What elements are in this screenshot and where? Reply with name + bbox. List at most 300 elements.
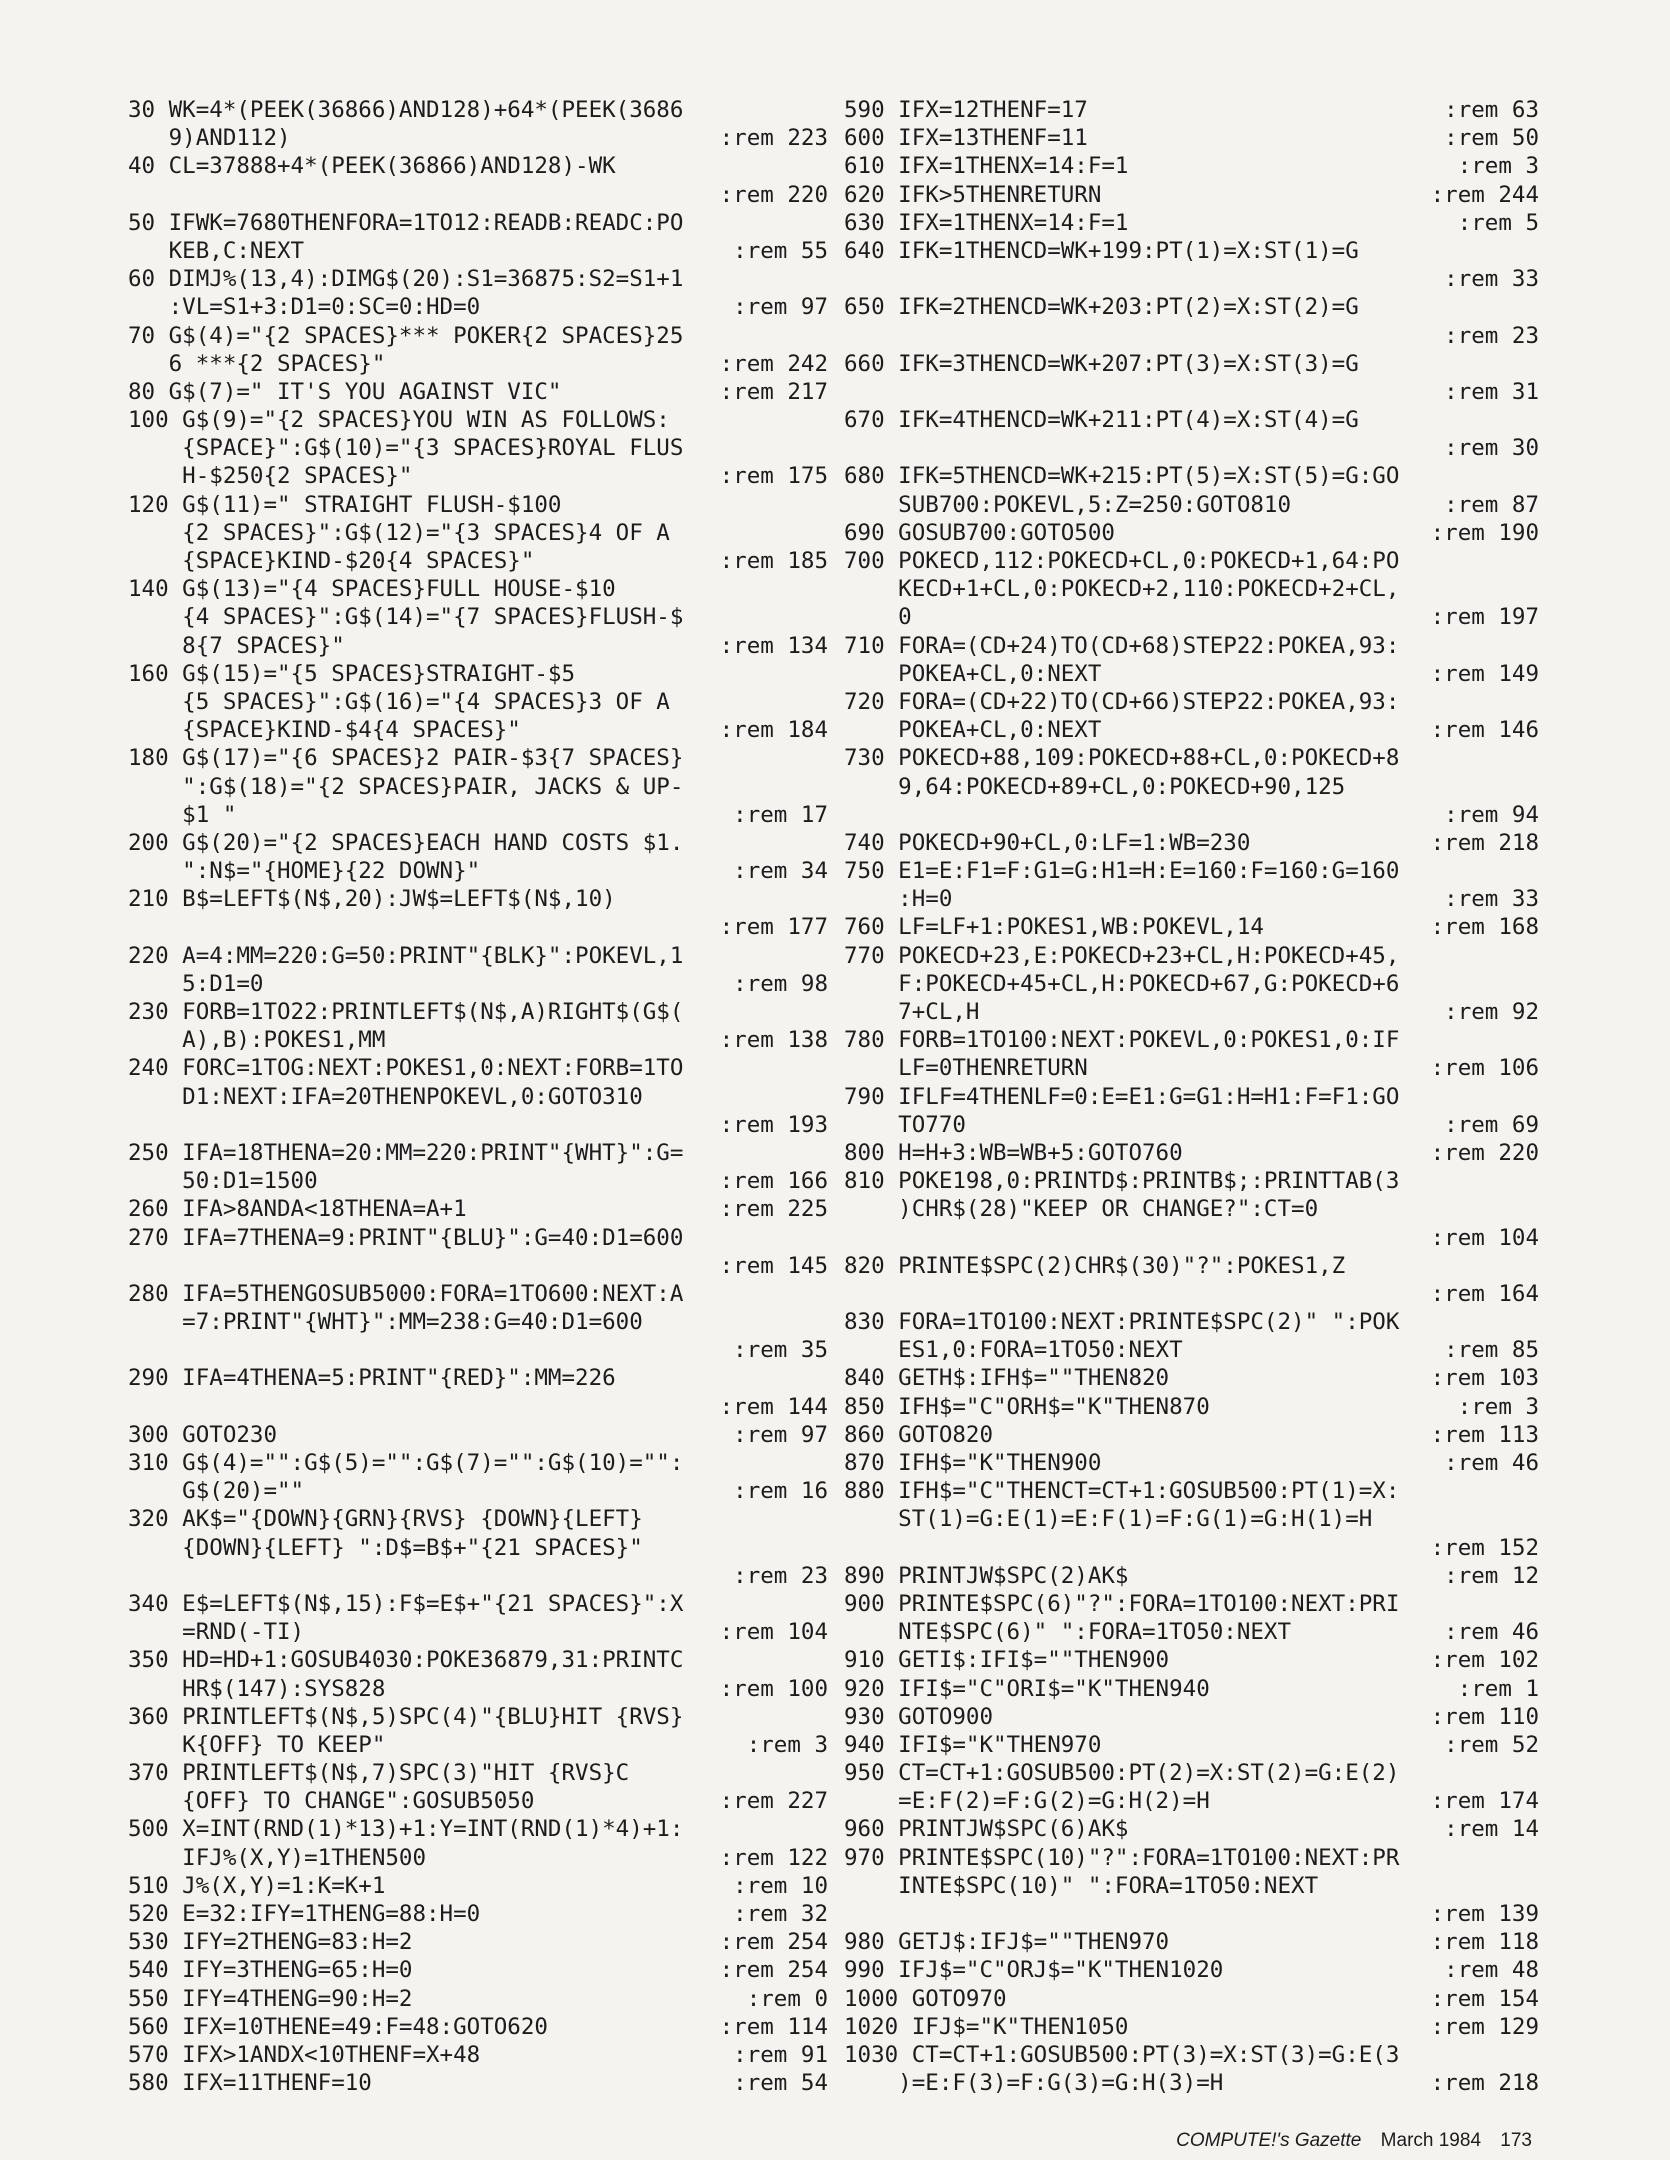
code-text: ":G$(18)="{2 SPACES}PAIR, JACKS & UP- [128,773,684,800]
listing-line [128,2069,828,2097]
code-text: 530 IFY=2THENG=83:H=2 [128,1929,413,1956]
code-text: POKEA+CL,0:NEXT [844,660,1102,687]
listing-line [844,773,1539,801]
listing-line [844,1928,1539,1956]
listing-line [128,96,828,124]
listing-line [844,1787,1539,1815]
listing-line [844,350,1539,378]
checksum-rem: :rem 197 [1430,604,1539,631]
checksum-rem: :rem 31 [1444,378,1539,405]
code-text: 870 IFH$="K"THEN900 [844,1450,1102,1476]
code-text: 500 X=INT(RND(1)*13)+1:Y=INT(RND(1)*4)+1: [128,1816,684,1843]
listing-line [844,1167,1539,1195]
listing-line [128,1534,828,1562]
checksum-rem: :rem 244 [1430,181,1539,208]
checksum-rem: :rem 218 [1430,829,1539,856]
code-text: 570 IFX>1ANDX<10THENF=X+48 [128,2041,481,2068]
checksum-rem: :rem 69 [1444,1111,1539,1138]
code-text: 350 HD=HD+1:GOSUB4030:POKE36879,31:PRINTC [128,1647,684,1674]
listing-line [128,1054,828,1082]
checksum-rem: :rem 106 [1430,1055,1539,1082]
checksum-rem: :rem 217 [719,378,828,405]
code-text: 840 GETH$:IFH$=""THEN820 [844,1365,1170,1392]
listing-line [844,913,1539,941]
code-text: =RND(-TI) [128,1619,305,1646]
checksum-rem: :rem 254 [719,1929,828,1956]
code-text: 810 POKE198,0:PRINTD$:PRINTB$;:PRINTTAB(3 [844,1168,1400,1195]
listing-line [128,773,828,801]
listing-line [844,1900,1539,1928]
code-text: 620 IFK>5THENRETURN [844,181,1102,208]
code-text: 160 G$(15)="{5 SPACES}STRAIGHT-$5 [128,660,576,687]
checksum-rem: :rem 63 [1444,97,1539,123]
listing-column-right [844,96,1539,2097]
code-text: 560 IFX=10THENE=49:F=48:GOTO620 [128,2013,548,2040]
code-text: 340 E$=LEFT$(N$,15):F$=E$+"{21 SPACES}":X [128,1590,684,1617]
code-text: ":N$="{HOME}{22 DOWN}" [128,858,481,885]
code-text: 930 GOTO900 [844,1703,994,1730]
code-text: 790 IFLF=4THENLF=0:E=E1:G=G1:H=H1:F=F1:GO [844,1083,1400,1110]
checksum-rem: :rem 144 [719,1393,828,1420]
listing-line [844,1252,1539,1280]
checksum-rem: :rem 50 [1444,125,1539,152]
code-text: 5:D1=0 [128,970,264,997]
listing-line [128,434,828,462]
code-text: 40 CL=37888+4*(PEEK(36866)AND128)-WK [128,153,616,180]
code-text: LF=0THENRETURN [844,1055,1088,1082]
listing-line [844,1618,1539,1646]
listing-line [844,1505,1539,1533]
listing-line [128,913,828,941]
listing-line [844,857,1539,885]
code-text: 270 IFA=7THENA=9:PRINT"{BLU}":G=40:D1=600 [128,1224,684,1251]
code-text: 820 PRINTE$SPC(2)CHR$(30)"?":POKES1,Z [844,1252,1346,1279]
checksum-rem: :rem 114 [719,2013,828,2040]
checksum-rem: :rem 35 [733,1337,828,1364]
code-text: 960 PRINTJW$SPC(6)AK$ [844,1816,1129,1843]
listing-line [128,1421,828,1449]
listing-line [128,1590,828,1618]
listing-line [128,1872,828,1900]
listing-line [844,1759,1539,1787]
listing-line [844,1393,1539,1421]
code-text: 7+CL,H [844,999,980,1025]
listing-line [128,1900,828,1928]
checksum-rem: :rem 149 [1430,660,1539,687]
code-text: =E:F(2)=F:G(2)=G:H(2)=H [844,1788,1210,1815]
listing-line [128,1759,828,1787]
code-text: 900 PRINTE$SPC(6)"?":FORA=1TO100:NEXT:PRI [844,1590,1400,1617]
listing-line [844,237,1539,265]
listing-line [844,603,1539,631]
listing-line [844,322,1539,350]
listing-line [844,1844,1539,1872]
code-text: {SPACE}KIND-$20{4 SPACES}" [128,548,535,574]
code-text: POKEA+CL,0:NEXT [844,717,1102,744]
checksum-rem: :rem 220 [719,181,828,208]
code-text: 370 PRINTLEFT$(N$,7)SPC(3)"HIT {RVS}C [128,1760,630,1787]
code-text: ES1,0:FORA=1TO50:NEXT [844,1337,1183,1364]
listing-line [128,857,828,885]
listing-line [128,1083,828,1111]
code-text: 550 IFY=4THENG=90:H=2 [128,1985,413,2012]
code-text: 640 IFK=1THENCD=WK+199:PT(1)=X:ST(1)=G [844,237,1359,264]
code-text: 60 DIMJ%(13,4):DIMG$(20):S1=36875:S2=S1+1 [128,266,684,293]
checksum-rem: :rem 0 [746,1985,828,2012]
code-text: D1:NEXT:IFA=20THENPOKEVL,0:GOTO310 [128,1083,643,1110]
checksum-rem: :rem 102 [1430,1647,1539,1674]
checksum-rem: :rem 33 [1444,886,1539,913]
checksum-rem: :rem 154 [1430,1985,1539,2012]
code-text: 970 PRINTE$SPC(10)"?":FORA=1TO100:NEXT:PR [844,1844,1400,1871]
listing-line [844,1815,1539,1843]
listing-line [128,378,828,406]
code-text: K{OFF} TO KEEP" [128,1731,386,1758]
checksum-rem: :rem 98 [733,970,828,997]
checksum-rem: :rem 3 [1457,1393,1539,1420]
checksum-rem: :rem 218 [1430,2070,1539,2097]
checksum-rem: :rem 103 [1430,1365,1539,1392]
code-text: 8{7 SPACES}" [128,632,345,659]
code-text: IFJ%(X,Y)=1THEN500 [128,1844,427,1871]
listing-line [128,632,828,660]
listing-line [128,575,828,603]
listing-line [128,1026,828,1054]
code-text: 830 FORA=1TO100:NEXT:PRINTE$SPC(2)" ":POK [844,1309,1400,1336]
checksum-rem: :rem 193 [719,1111,828,1138]
checksum-rem: :rem 175 [719,463,828,490]
listing-line [128,519,828,547]
code-text: 320 AK$="{DOWN}{GRN}{RVS} {DOWN}{LEFT} [128,1506,643,1533]
code-text: 1030 CT=CT+1:GOSUB500:PT(3)=X:ST(3)=G:E(3 [844,2041,1400,2068]
code-text: :H=0 [844,886,953,913]
listing-line [128,1646,828,1674]
checksum-rem: :rem 85 [1444,1337,1539,1364]
checksum-rem: :rem 104 [719,1619,828,1646]
code-text: H-$250{2 SPACES}" [128,463,413,490]
checksum-rem: :rem 177 [719,914,828,941]
checksum-rem: :rem 227 [719,1788,828,1815]
listing-line [844,491,1539,519]
listing-line [844,1675,1539,1703]
listing-line [128,406,828,434]
checksum-rem: :rem 168 [1430,914,1539,941]
code-text: 760 LF=LF+1:POKES1,WB:POKEVL,14 [844,914,1264,941]
checksum-rem: :rem 3 [746,1731,828,1758]
checksum-rem: :rem 139 [1430,1901,1539,1927]
checksum-rem: :rem 110 [1430,1703,1539,1730]
listing-line [128,1167,828,1195]
checksum-rem: :rem 164 [1430,1280,1539,1307]
page-number: 173 [1500,2130,1532,2151]
listing-line [128,1787,828,1815]
code-text: 310 G$(4)="":G$(5)="":G$(7)="":G$(10)="": [128,1450,684,1476]
checksum-rem: :rem 104 [1430,1224,1539,1251]
listing-line [844,293,1539,321]
code-text: 200 G$(20)="{2 SPACES}EACH HAND COSTS $1. [128,829,684,856]
checksum-rem: :rem 225 [719,1196,828,1223]
checksum-rem: :rem 138 [719,1027,828,1054]
listing-line [128,744,828,772]
listing-line [844,970,1539,998]
checksum-rem: :rem 23 [733,1562,828,1589]
code-text: 9,64:POKECD+89+CL,0:POKECD+90,125 [844,773,1346,800]
code-text: 300 GOTO230 [128,1421,278,1448]
listing-line [844,1139,1539,1167]
issue-date: March 1984 [1380,2130,1482,2151]
code-text: 70 G$(4)="{2 SPACES}*** POKER{2 SPACES}25 [128,322,684,349]
code-text: 0 [844,604,912,631]
listing-line [128,1703,828,1731]
page-footer [1176,2130,1532,2152]
checksum-rem: :rem 87 [1444,491,1539,518]
listing-line [844,1364,1539,1392]
code-text: 210 B$=LEFT$(N$,20):JW$=LEFT$(N$,10) [128,886,616,913]
checksum-rem: :rem 48 [1444,1957,1539,1984]
code-text: 6 ***{2 SPACES}" [128,350,386,377]
listing-line [128,1336,828,1364]
listing-line [844,1985,1539,2013]
code-text: 590 IFX=12THENF=17 [844,97,1088,123]
checksum-rem: :rem 223 [719,125,828,152]
listing-line [844,1083,1539,1111]
listing-line [844,2041,1539,2069]
code-text: 740 POKECD+90+CL,0:LF=1:WB=230 [844,829,1251,856]
listing-line [128,603,828,631]
listing-line [844,1956,1539,1984]
checksum-rem: :rem 146 [1430,717,1539,744]
checksum-rem: :rem 17 [733,801,828,828]
listing-line [128,998,828,1026]
listing-line [128,1195,828,1223]
code-text: 770 POKECD+23,E:POKECD+23+CL,H:POKECD+45, [844,942,1400,969]
code-text: 860 GOTO820 [844,1421,994,1448]
checksum-rem: :rem 12 [1444,1562,1539,1589]
checksum-rem: :rem 97 [733,294,828,321]
code-text: 9)AND112) [128,125,291,152]
code-text: 680 IFK=5THENCD=WK+215:PT(5)=X:ST(5)=G:GO [844,463,1400,490]
listing-line [844,2013,1539,2041]
code-text: {SPACE}KIND-$4{4 SPACES}" [128,717,521,744]
listing-line [128,265,828,293]
listing-line [128,1618,828,1646]
listing-line [844,1872,1539,1900]
listing-line [844,1731,1539,1759]
code-text: {4 SPACES}":G$(14)="{7 SPACES}FLUSH-$ [128,604,684,631]
checksum-rem: :rem 34 [733,858,828,885]
listing-line [128,1252,828,1280]
code-text: {OFF} TO CHANGE":GOSUB5050 [128,1788,535,1815]
checksum-rem: :rem 91 [733,2041,828,2068]
listing-line [128,1111,828,1139]
listing-line [128,491,828,519]
code-text: 950 CT=CT+1:GOSUB500:PT(2)=X:ST(2)=G:E(2) [844,1760,1400,1787]
code-text: KEB,C:NEXT [128,237,305,264]
checksum-rem: :rem 46 [1444,1619,1539,1646]
listing-line [844,801,1539,829]
listing-line [844,716,1539,744]
checksum-rem: :rem 14 [1444,1816,1539,1843]
code-text: 140 G$(13)="{4 SPACES}FULL HOUSE-$10 [128,576,616,603]
listing-line [844,1026,1539,1054]
listing-line [128,1956,828,1984]
checksum-rem: :rem 254 [719,1957,828,1984]
code-text: INTE$SPC(10)" ":FORA=1TO50:NEXT [844,1872,1319,1899]
code-text: 1020 IFJ$="K"THEN1050 [844,2013,1129,2040]
code-text: 220 A=4:MM=220:G=50:PRINT"{BLK}":POKEVL,1 [128,942,684,969]
code-text: 580 IFX=11THENF=10 [128,2070,372,2097]
listing-line [128,1675,828,1703]
listing-line [128,660,828,688]
checksum-rem: :rem 10 [733,1872,828,1899]
listing-line [128,237,828,265]
code-text: 700 POKECD,112:POKECD+CL,0:POKECD+1,64:PO [844,548,1400,574]
listing-line [844,124,1539,152]
listing-column-left [128,96,828,2097]
code-text: 610 IFX=1THENX=14:F=1 [844,153,1129,180]
checksum-rem: :rem 23 [1444,322,1539,349]
code-text: 260 IFA>8ANDA<18THENA=A+1 [128,1196,467,1223]
listing-line [844,885,1539,913]
code-text: G$(20)="" [128,1478,305,1505]
listing-line [844,1336,1539,1364]
listing-line [844,519,1539,547]
code-text: 120 G$(11)=" STRAIGHT FLUSH-$100 [128,491,562,518]
checksum-rem: :rem 122 [719,1844,828,1871]
checksum-rem: :rem 113 [1430,1421,1539,1448]
code-text: 730 POKECD+88,109:POKECD+88+CL,0:POKECD+8 [844,745,1400,772]
listing-line [128,885,828,913]
code-text: 630 IFX=1THENX=14:F=1 [844,209,1129,236]
listing-line [128,350,828,378]
code-text: $1 " [128,801,237,828]
listing-line [844,1111,1539,1139]
listing-line [844,632,1539,660]
listing-line [128,1985,828,2013]
code-text: F:POKECD+45+CL,H:POKECD+67,G:POKECD+6 [844,970,1400,997]
code-text: 50:D1=1500 [128,1168,318,1195]
listing-line [844,1421,1539,1449]
listing-line [844,1308,1539,1336]
code-text: HR$(147):SYS828 [128,1675,386,1702]
code-text: 290 IFA=4THENA=5:PRINT"{RED}":MM=226 [128,1365,616,1392]
code-text: 800 H=H+3:WB=WB+5:GOTO760 [844,1139,1183,1166]
listing-line [128,547,828,575]
code-text: 50 IFWK=7680THENFORA=1TO12:READB:READC:PO [128,209,684,236]
code-text: 850 IFH$="C"ORH$="K"THEN870 [844,1393,1210,1420]
listing-line [844,1534,1539,1562]
listing-line [844,209,1539,237]
listing-line [844,1477,1539,1505]
listing-line [844,181,1539,209]
listing-line [844,1054,1539,1082]
listing-line [128,462,828,490]
listing-line [844,1703,1539,1731]
checksum-rem: :rem 190 [1430,519,1539,546]
code-text: ST(1)=G:E(1)=E:F(1)=F:G(1)=G:H(1)=H [844,1506,1373,1533]
checksum-rem: :rem 30 [1444,435,1539,462]
code-text: {SPACE}":G$(10)="{3 SPACES}ROYAL FLUS [128,435,684,462]
listing-line [128,688,828,716]
checksum-rem: :rem 134 [719,632,828,659]
code-text: 600 IFX=13THENF=11 [844,125,1088,152]
code-text: :VL=S1+3:D1=0:SC=0:HD=0 [128,294,481,321]
listing-line [128,1280,828,1308]
listing-line [128,209,828,237]
listing-line [128,1731,828,1759]
checksum-rem: :rem 100 [719,1675,828,1702]
code-text: 720 FORA=(CD+22)TO(CD+66)STEP22:POKEA,93: [844,688,1400,715]
checksum-rem: :rem 3 [1457,153,1539,180]
listing-line [844,1449,1539,1477]
listing-line [844,575,1539,603]
listing-line [128,1308,828,1336]
listing-line [128,2041,828,2069]
listing-line [844,829,1539,857]
code-text: 690 GOSUB700:GOTO500 [844,519,1115,546]
listing-line [844,1590,1539,1618]
checksum-rem: :rem 185 [719,548,828,574]
code-text: A),B):POKES1,MM [128,1027,386,1054]
listing-line [128,829,828,857]
code-text: NTE$SPC(6)" ":FORA=1TO50:NEXT [844,1619,1292,1646]
checksum-rem: :rem 184 [719,717,828,744]
listing-line [128,322,828,350]
checksum-rem: :rem 97 [733,1421,828,1448]
listing-line [844,547,1539,575]
code-text: {DOWN}{LEFT} ":D$=B$+"{21 SPACES}" [128,1534,643,1561]
checksum-rem: :rem 54 [733,2070,828,2097]
code-text: 250 IFA=18THENA=20:MM=220:PRINT"{WHT}":G= [128,1139,684,1166]
checksum-rem: :rem 46 [1444,1450,1539,1476]
code-text: SUB700:POKEVL,5:Z=250:GOTO810 [844,491,1292,518]
code-text: 710 FORA=(CD+24)TO(CD+68)STEP22:POKEA,93: [844,632,1400,659]
listing-line [844,96,1539,124]
listing-line [128,942,828,970]
publication-name: COMPUTE!'s Gazette [1176,2130,1362,2151]
listing-line [128,181,828,209]
checksum-rem: :rem 152 [1430,1534,1539,1561]
code-text: 30 WK=4*(PEEK(36866)AND128)+64*(PEEK(3686 [128,97,684,123]
listing-line [128,1562,828,1590]
code-text: 650 IFK=2THENCD=WK+203:PT(2)=X:ST(2)=G [844,294,1359,321]
code-text: 520 E=32:IFY=1THENG=88:H=0 [128,1901,481,1927]
listing-line [844,152,1539,180]
listing-line [128,1449,828,1477]
listing-line [128,716,828,744]
code-text: 890 PRINTJW$SPC(2)AK$ [844,1562,1129,1589]
checksum-rem: :rem 94 [1444,801,1539,828]
code-text: TO770 [844,1111,966,1138]
listing-line [128,1224,828,1252]
code-text: 1000 GOTO970 [844,1985,1007,2012]
listing-line [844,688,1539,716]
listing-line [844,1280,1539,1308]
checksum-rem: :rem 242 [719,350,828,377]
code-text: 920 IFI$="C"ORI$="K"THEN940 [844,1675,1210,1702]
listing-line [128,1139,828,1167]
code-text: 240 FORC=1TOG:NEXT:POKES1,0:NEXT:FORB=1TO [128,1055,684,1082]
listing-line [128,1477,828,1505]
code-text: 100 G$(9)="{2 SPACES}YOU WIN AS FOLLOWS: [128,407,670,434]
listing-line [128,1928,828,1956]
checksum-rem: :rem 16 [733,1478,828,1505]
listing-line [128,152,828,180]
code-text: =7:PRINT"{WHT}":MM=238:G=40:D1=600 [128,1309,643,1336]
code-text: 230 FORB=1TO22:PRINTLEFT$(N$,A)RIGHT$(G$( [128,999,684,1025]
listing-line [128,293,828,321]
listing-line [844,462,1539,490]
